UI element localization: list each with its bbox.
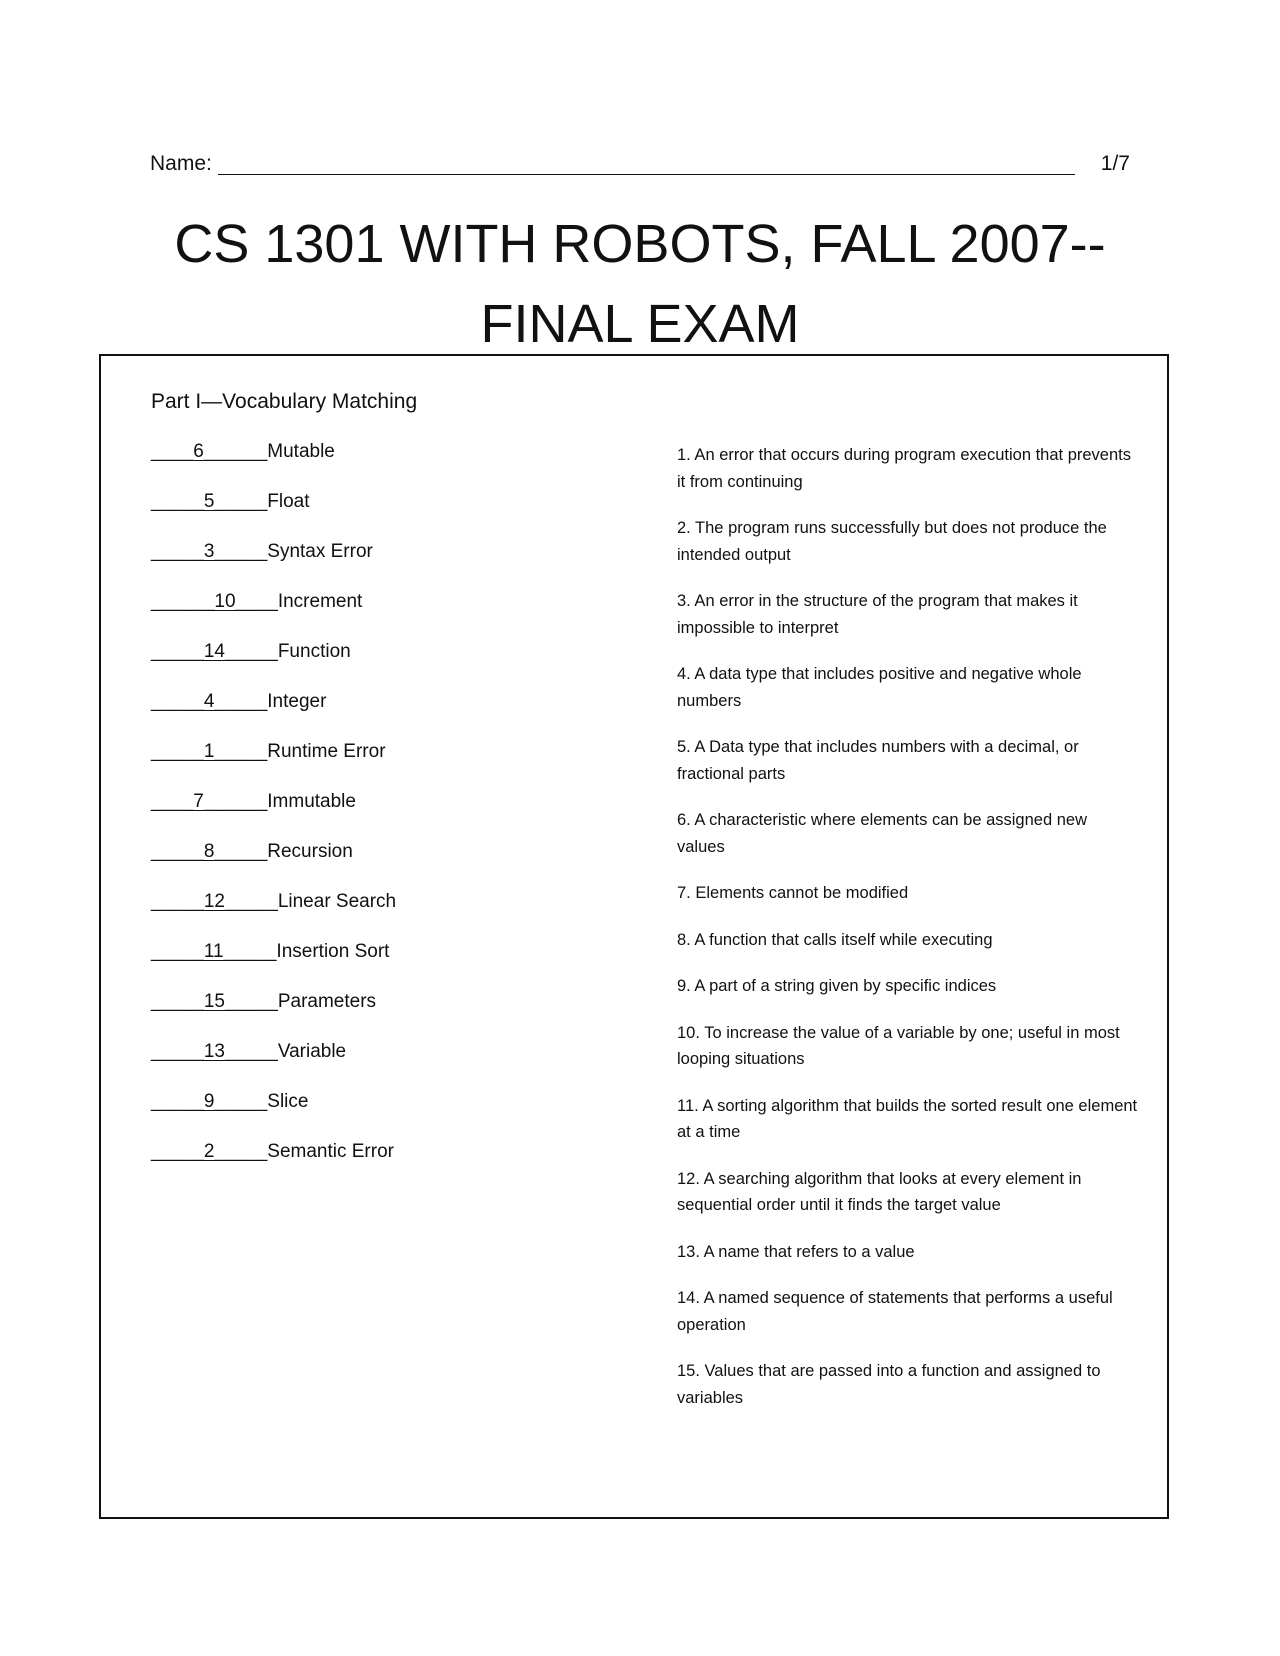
answer-row	[151, 491, 396, 541]
blank-prefix: ____	[151, 791, 194, 812]
answer-number: 11	[203, 941, 224, 962]
answer-number: 2	[203, 1141, 215, 1162]
blank-suffix: _____	[224, 641, 278, 662]
answer-row	[151, 841, 396, 891]
blank-prefix: _____	[151, 541, 204, 562]
answer-row	[151, 691, 396, 741]
definition-item: 2. The program runs successfully but does not produce the intended output	[677, 519, 1107, 564]
term-label: Linear Search	[277, 891, 397, 912]
blank-prefix: ______	[151, 591, 215, 612]
definition-item: 5. A Data type that includes numbers with a decimal, or fractional parts	[677, 738, 1079, 783]
blank-suffix: _____	[214, 691, 268, 712]
term-label: Syntax Error	[267, 541, 373, 562]
answer-number: 13	[203, 1041, 225, 1062]
exam-title-line-1: CS 1301 WITH ROBOTS, FALL 2007--	[174, 214, 1106, 274]
answer-row	[151, 1041, 396, 1091]
blank-suffix: _____	[214, 1091, 268, 1112]
answer-blank	[151, 691, 267, 712]
blank-prefix: _____	[151, 991, 204, 1012]
exam-title-line-2: FINAL EXAM	[480, 294, 800, 354]
answer-number: 3	[203, 541, 215, 562]
blank-suffix: _____	[214, 741, 268, 762]
answer-row	[151, 641, 396, 691]
term-label: Insertion Sort	[276, 941, 390, 962]
answer-row	[151, 1091, 396, 1141]
blank-prefix: _____	[151, 741, 204, 762]
answer-number: 1	[203, 741, 215, 762]
blank-prefix: _____	[151, 491, 204, 512]
term-label: Mutable	[267, 441, 335, 462]
blank-prefix: _____	[151, 1041, 204, 1062]
blank-prefix: _____	[151, 891, 204, 912]
blank-suffix: _____	[224, 991, 278, 1012]
name-label: Name:	[150, 152, 212, 175]
definition-item: 10. To increase the value of a variable by one; useful in most looping situations	[677, 1023, 1120, 1068]
answer-row	[151, 541, 396, 591]
term-label: Integer	[267, 691, 327, 712]
answer-number: 8	[203, 841, 215, 862]
blank-suffix: _____	[214, 841, 268, 862]
answer-list	[151, 441, 396, 1191]
definition-item: 11. A sorting algorithm that builds the sorted result one element at a time	[677, 1096, 1138, 1141]
answer-blank	[151, 591, 278, 612]
answer-number: 9	[203, 1091, 215, 1112]
definition-item: 6. A characteristic where elements can be assigned new values	[677, 811, 1087, 856]
answer-row	[151, 991, 396, 1041]
answer-number: 12	[203, 891, 225, 912]
definition-item: 14. A named sequence of statements that performs a useful operation	[677, 1289, 1113, 1334]
blank-suffix: ______	[203, 441, 268, 462]
definition-list	[677, 442, 1139, 1431]
answer-number: 10	[214, 591, 236, 612]
answer-blank	[151, 841, 267, 862]
term-label: Slice	[267, 1091, 309, 1112]
blank-prefix: _____	[151, 691, 204, 712]
definition-item: 3. An error in the structure of the program that makes it impossible to interpret	[677, 592, 1078, 637]
name-blank-line	[218, 174, 1075, 175]
answer-number: 5	[203, 491, 215, 512]
definition-item: 1. An error that occurs during program execution that prevents it from continuing	[677, 446, 1131, 491]
answer-blank	[151, 641, 278, 662]
definition-item: 7. Elements cannot be modified	[677, 884, 909, 902]
definition-item: 8. A function that calls itself while executing	[677, 930, 993, 949]
answer-blank	[151, 1141, 267, 1162]
blank-prefix: _____	[151, 841, 204, 862]
answer-row	[151, 741, 396, 791]
definition-item: 4. A data type that includes positive and negative whole numbers	[677, 665, 1082, 710]
answer-number: 6	[193, 441, 204, 462]
blank-prefix: _____	[151, 641, 204, 662]
part-heading: Part I—Vocabulary Matching	[151, 390, 418, 413]
answer-row	[151, 891, 396, 941]
blank-prefix: ____	[151, 441, 194, 462]
page-number: 1/7	[1100, 152, 1130, 175]
term-label: Runtime Error	[267, 741, 386, 762]
definition-item: 15. Values that are passed into a function and assigned to variables	[677, 1362, 1101, 1407]
definition-item: 13. A name that refers to a value	[677, 1242, 915, 1261]
answer-blank	[151, 891, 278, 912]
answer-blank	[151, 441, 267, 462]
answer-row	[151, 441, 396, 491]
blank-prefix: _____	[151, 1141, 204, 1162]
term-label: Function	[277, 641, 351, 662]
answer-number: 14	[203, 641, 225, 662]
definition-item: 9. A part of a string given by specific indices	[677, 977, 997, 995]
blank-suffix: _____	[224, 1041, 278, 1062]
blank-prefix: _____	[151, 1091, 204, 1112]
term-label: Immutable	[267, 791, 356, 812]
answer-row	[151, 1141, 396, 1191]
answer-blank	[151, 991, 278, 1012]
term-label: Parameters	[277, 991, 377, 1012]
blank-suffix: _____	[214, 1141, 268, 1162]
term-label: Increment	[277, 591, 363, 612]
answer-row	[151, 591, 396, 641]
blank-suffix: _____	[223, 941, 277, 962]
answer-row	[151, 941, 396, 991]
answer-blank	[151, 541, 267, 562]
term-label: Variable	[277, 1041, 347, 1062]
blank-suffix: _____	[214, 541, 268, 562]
answer-row	[151, 791, 396, 841]
answer-blank	[151, 1091, 267, 1112]
blank-suffix: _____	[224, 891, 278, 912]
answer-blank	[151, 1041, 278, 1062]
blank-suffix: _____	[214, 491, 268, 512]
blank-prefix: _____	[151, 941, 204, 962]
answer-number: 15	[203, 991, 225, 1012]
term-label: Float	[267, 491, 310, 512]
blank-suffix: ______	[203, 791, 268, 812]
blank-suffix: ____	[235, 591, 278, 612]
answer-blank	[151, 791, 267, 812]
answer-number: 7	[193, 791, 204, 812]
exam-title	[0, 204, 1280, 364]
term-label: Semantic Error	[267, 1141, 394, 1162]
answer-blank	[151, 941, 276, 962]
term-label: Recursion	[267, 841, 353, 862]
answer-number: 4	[203, 691, 215, 712]
definition-item: 12. A searching algorithm that looks at every element in sequential order until it finds the target value	[677, 1169, 1082, 1214]
answer-blank	[151, 491, 267, 512]
answer-blank	[151, 741, 267, 762]
name-header	[150, 148, 1130, 182]
